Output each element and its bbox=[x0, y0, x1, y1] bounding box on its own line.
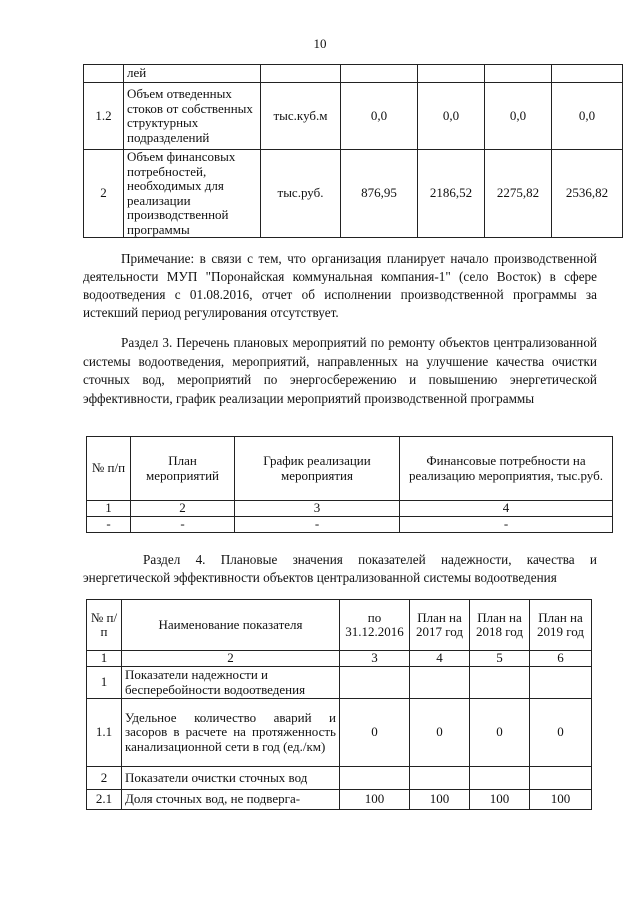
table-row bbox=[87, 699, 592, 767]
table-row bbox=[87, 790, 592, 810]
production-volume-table bbox=[83, 64, 623, 238]
unit-cell: тыс.руб. bbox=[261, 150, 341, 238]
header-plan: План мероприятий bbox=[131, 437, 235, 501]
value-cell: 100 bbox=[340, 790, 410, 810]
row-number-cell: 1.1 bbox=[87, 699, 122, 767]
indicator-name-cell: лей bbox=[124, 65, 261, 83]
table-header-row bbox=[87, 600, 592, 651]
value-cell: 2536,82 bbox=[552, 150, 623, 238]
value-cell: 0 bbox=[530, 699, 592, 767]
header-num: № п/п bbox=[87, 437, 131, 501]
section-4-title: Раздел 4. Плановые значения показателей надежности, качества и энергетической эффективности объектов централизованной системы водоотведения bbox=[83, 552, 597, 585]
table-index-row: 1 2 3 4 bbox=[87, 501, 613, 517]
value-cell: 2275,82 bbox=[485, 150, 552, 238]
table-row bbox=[87, 767, 592, 790]
row-number-cell: 2 bbox=[84, 150, 124, 238]
value-cell: 0 bbox=[470, 699, 530, 767]
table-row bbox=[87, 667, 592, 699]
value-cell: 100 bbox=[530, 790, 592, 810]
header-2017: План на 2017 год bbox=[410, 600, 470, 651]
value-cell: 2186,52 bbox=[418, 150, 485, 238]
value-cell: 0,0 bbox=[485, 83, 552, 150]
value-cell: 0,0 bbox=[341, 83, 418, 150]
value-cell: 0 bbox=[340, 699, 410, 767]
measures-table bbox=[86, 436, 613, 533]
header-num: № п/п bbox=[87, 600, 122, 651]
header-name: Наименование показателя bbox=[122, 600, 340, 651]
indicator-name-cell: Объем отведенных стоков от собственных структурных подразделений bbox=[124, 83, 261, 150]
indicator-name-cell: Удельное количество аварий и засоров в расчете на протяженность канализационной сети в год (ед./км) bbox=[122, 699, 340, 767]
value-cell: 0 bbox=[410, 699, 470, 767]
row-number-cell: 1 bbox=[87, 667, 122, 699]
note-paragraph: Примечание: в связи с тем, что организация планирует начало производственной деятельности МУП "Поронайская коммунальная компания-1" (село Восток) в сфере водоотведения с 01.08.2016, отчет об исполнении производственной программы за истекший период регулирования отсутствует. bbox=[83, 251, 597, 320]
indicator-name-cell: Показатели очистки сточных вод bbox=[122, 767, 340, 790]
table-row bbox=[84, 83, 623, 150]
value-cell: 0,0 bbox=[552, 83, 623, 150]
indicator-name-cell: Показатели надежности и бесперебойности водоотведения bbox=[122, 667, 340, 699]
table-row bbox=[84, 65, 623, 83]
indicators-table bbox=[86, 599, 592, 810]
indicator-name-cell: Доля сточных вод, не подверга- bbox=[122, 790, 340, 810]
table-index-row: 1 2 3 4 5 6 bbox=[87, 651, 592, 667]
value-cell: 0,0 bbox=[418, 83, 485, 150]
header-finance: Финансовые потребности на реализацию мероприятия, тыс.руб. bbox=[400, 437, 613, 501]
value-cell: 876,95 bbox=[341, 150, 418, 238]
header-schedule: График реализации мероприятия bbox=[235, 437, 400, 501]
section-3-title: Раздел 3. Перечень плановых мероприятий по ремонту объектов централизованной системы водоотведения, мероприятий, направленных на улучшение качества очистки сточных вод, мероприятий по энергосбережению и повышению энергетической эффективности, график реализации мероприятий производственной программы bbox=[83, 335, 597, 406]
value-cell: 100 bbox=[470, 790, 530, 810]
header-2018: План на 2018 год bbox=[470, 600, 530, 651]
table-row: - - - - bbox=[87, 517, 613, 533]
value-cell: 100 bbox=[410, 790, 470, 810]
header-2019: План на 2019 год bbox=[530, 600, 592, 651]
page-number: 10 bbox=[313, 36, 327, 51]
unit-cell: тыс.куб.м bbox=[261, 83, 341, 150]
row-number-cell: 2 bbox=[87, 767, 122, 790]
table-header-row bbox=[87, 437, 613, 501]
indicator-name-cell: Объем финансовых потребностей, необходимых для реализации производственной программы bbox=[124, 150, 261, 238]
table-row bbox=[84, 150, 623, 238]
row-number-cell: 2.1 bbox=[87, 790, 122, 810]
header-base: по 31.12.2016 bbox=[340, 600, 410, 651]
row-number-cell: 1.2 bbox=[84, 83, 124, 150]
